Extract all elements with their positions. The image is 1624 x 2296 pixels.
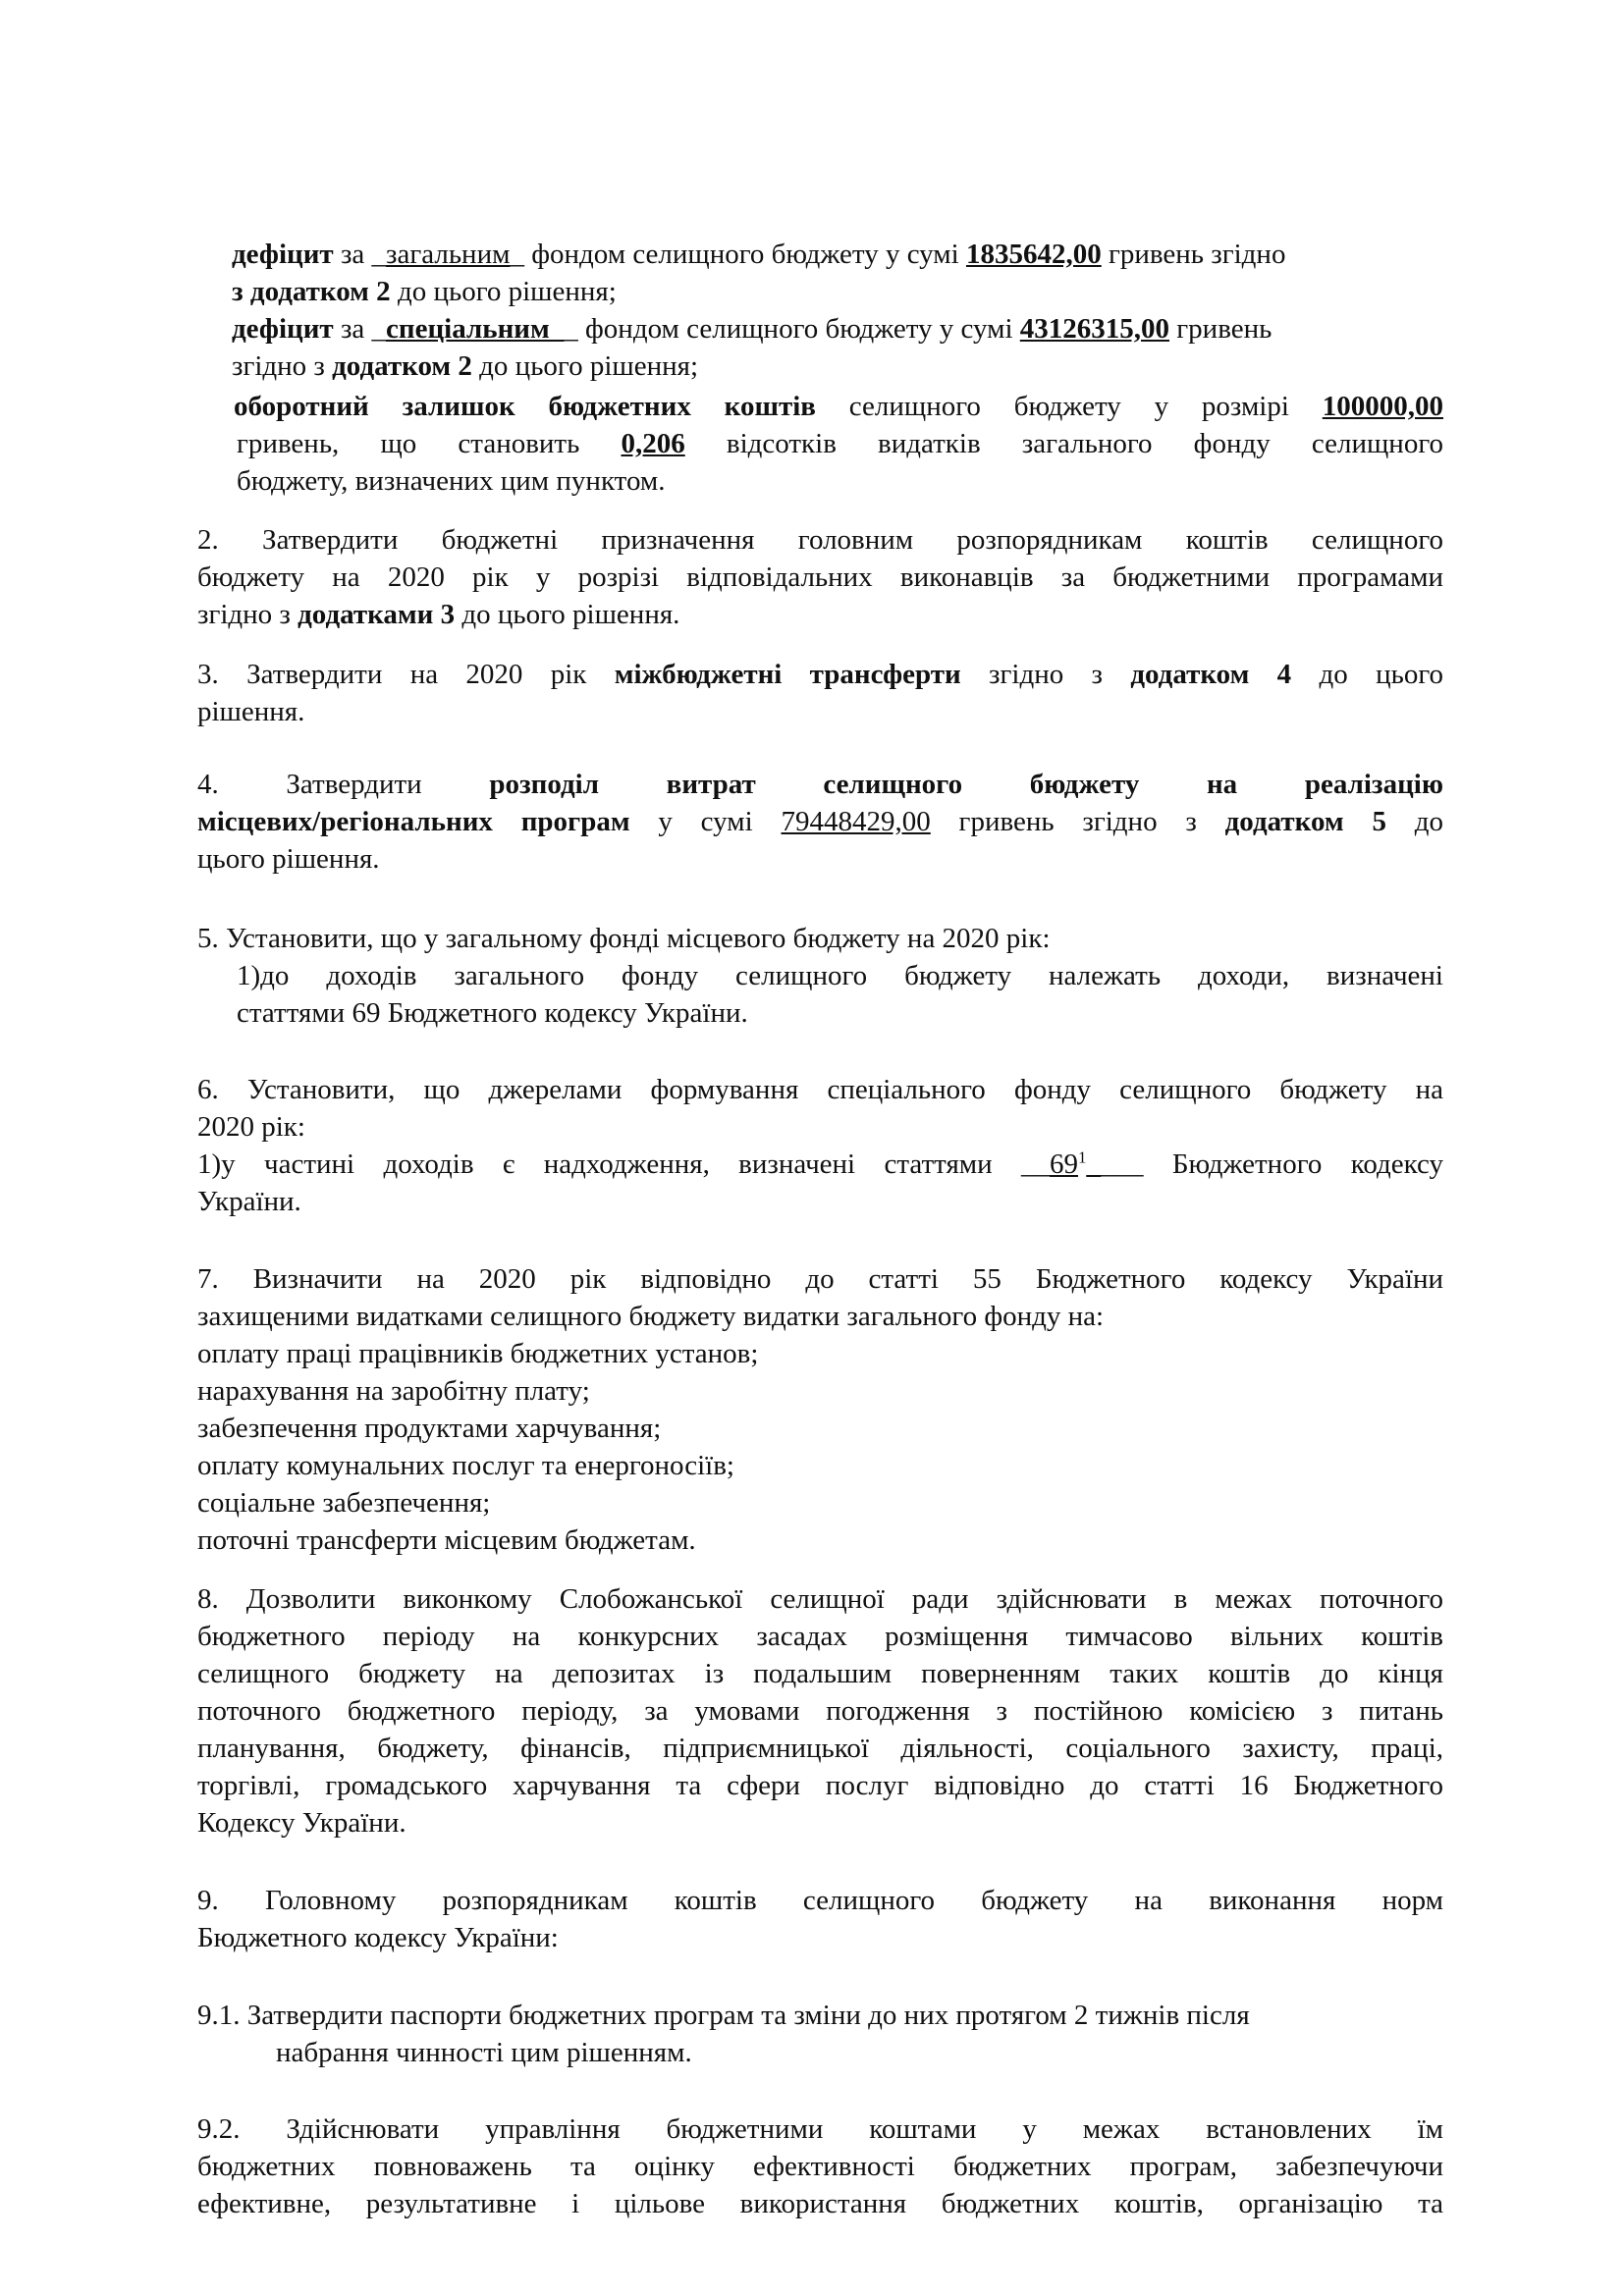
working-balance-line-1: оборотний залишок бюджетних коштів селищного бюджету у розмірі 100000,00 bbox=[234, 391, 1444, 422]
item-8-line: 8. Дозволити виконкому Слобожанської селищної ради здійснювати в межах поточного bbox=[197, 1583, 1443, 1615]
working-balance-line-3: бюджету, визначених цим пунктом. bbox=[237, 465, 666, 497]
item-6-line-3: 1)у частині доходів є надходження, визначені статтями $\_\_69^1\_\_\_\_$ Бюджетного кодексу bbox=[197, 1148, 1443, 1180]
item-9-1-line-1: 9.1. Затвердити паспорти бюджетних програм та зміни до них протягом 2 тижнів після bbox=[197, 2000, 1250, 2031]
deficit-label: дефіцит bbox=[232, 313, 334, 345]
fund-type: загальним bbox=[386, 239, 511, 270]
item-9-2-line-2: бюджетних повноважень та оцінку ефективності бюджетних програм, забезпечуючи bbox=[197, 2151, 1443, 2182]
item-8-line: поточного бюджетного періоду, за умовами погодження з постійною комісією з питань bbox=[197, 1695, 1443, 1727]
list-item: соціальне забезпечення; bbox=[197, 1487, 491, 1519]
item-9-1-line-2: набрання чинності цим рішенням. bbox=[276, 2037, 692, 2068]
item-8-line: планування, бюджету, фінансів, підприємницької діяльності, соціального захисту, праці, bbox=[197, 1733, 1443, 1764]
item-3-line-2: рішення. bbox=[197, 696, 305, 727]
list-item: нарахування на заробітну плату; bbox=[197, 1375, 590, 1407]
item-9-2-line-3: ефективне, результативне і цільове використання бюджетних коштів, організацію та bbox=[197, 2188, 1443, 2219]
article-number: $69^1$ bbox=[1050, 1148, 1087, 1180]
item-5-line-3: статтями 69 Бюджетного кодексу України. bbox=[237, 997, 748, 1029]
deficit-label: дефіцит bbox=[232, 239, 334, 270]
item-7-line-1: 7. Визначити на 2020 рік відповідно до статті 55 Бюджетного кодексу України bbox=[197, 1263, 1443, 1295]
item-9-line-1: 9. Головному розпорядникам коштів селищного бюджету на виконання норм bbox=[197, 1885, 1444, 1916]
item-2-line-3: згідно з додатками 3 до цього рішення. bbox=[197, 599, 680, 630]
item-8-line: Кодексу України. bbox=[197, 1807, 406, 1839]
item-8-line: торгівлі, громадського харчування та сфери послуг відповідно до статті 16 Бюджетного bbox=[197, 1770, 1443, 1801]
item-6-line-4: України. bbox=[197, 1186, 301, 1217]
item-4-line-3: цього рішення. bbox=[197, 843, 380, 875]
item-8-line: бюджетного періоду на конкурсних засадах розміщення тимчасово вільних коштів bbox=[197, 1621, 1443, 1652]
item-4-line-1: 4. Затвердити розподіл витрат селищного бюджету на реалізацію bbox=[197, 769, 1443, 800]
list-item: оплату праці працівників бюджетних установ; bbox=[197, 1338, 759, 1369]
amount: 79448429,00 bbox=[781, 806, 931, 837]
percent: 0,206 bbox=[621, 428, 685, 459]
item-2-line-2: бюджету на 2020 рік у розрізі відповідальних виконавців за бюджетними програмами bbox=[197, 561, 1443, 593]
item-4-line-2: місцевих/регіональних програм у сумі 79448429,00 гривень згідно з додатком 5 до bbox=[197, 806, 1444, 837]
fund-type: спеціальним_ bbox=[386, 313, 565, 345]
deficit-special-line-1: дефіцит за _спеціальним__ фондом селищного бюджету у сумі 43126315,00 гривень bbox=[232, 313, 1272, 345]
item-7-line-2: захищеними видатками селищного бюджету видатки загального фонду на: bbox=[197, 1301, 1105, 1332]
working-balance-line-2: гривень, що становить 0,206 відсотків видатків загального фонду селищного bbox=[237, 428, 1443, 459]
item-6-line-1: 6. Установити, що джерелами формування спеціального фонду селищного бюджету на bbox=[197, 1074, 1443, 1105]
item-5-line-1: 5. Установити, що у загальному фонді місцевого бюджету на 2020 рік: bbox=[197, 923, 1051, 954]
item-8-line: селищного бюджету на депозитах із подальшим поверненням таких коштів до кінця bbox=[197, 1658, 1443, 1689]
deficit-special-line-2: згідно з додатком 2 до цього рішення; bbox=[232, 350, 699, 382]
amount: 1835642,00 bbox=[965, 239, 1102, 270]
item-5-line-2: 1)до доходів загального фонду селищного бюджету належать доходи, визначені bbox=[237, 960, 1443, 991]
item-2-line-1: 2. Затвердити бюджетні призначення головним розпорядникам коштів селищного bbox=[197, 524, 1443, 556]
item-9-2-line-1: 9.2. Здійснювати управління бюджетними коштами у межах встановлених їм bbox=[197, 2113, 1443, 2145]
item-9-line-2: Бюджетного кодексу України: bbox=[197, 1922, 559, 1953]
amount: 43126315,00 bbox=[1019, 313, 1170, 345]
deficit-general-line-2: з додатком 2 до цього рішення; bbox=[232, 276, 617, 307]
list-item: забезпечення продуктами харчування; bbox=[197, 1413, 662, 1444]
item-6-line-2: 2020 рік: bbox=[197, 1111, 305, 1143]
item-3-line-1: 3. Затвердити на 2020 рік міжбюджетні трансферти згідно з додатком 4 до цього bbox=[197, 659, 1443, 690]
amount: 100000,00 bbox=[1322, 391, 1444, 422]
deficit-general-line-1: дефіцит за _загальним_ фондом селищного бюджету у сумі 1835642,00 гривень згідно bbox=[232, 239, 1286, 270]
list-item: поточні трансферти місцевим бюджетам. bbox=[197, 1524, 696, 1556]
list-item: оплату комунальних послуг та енергоносіїв; bbox=[197, 1450, 734, 1481]
